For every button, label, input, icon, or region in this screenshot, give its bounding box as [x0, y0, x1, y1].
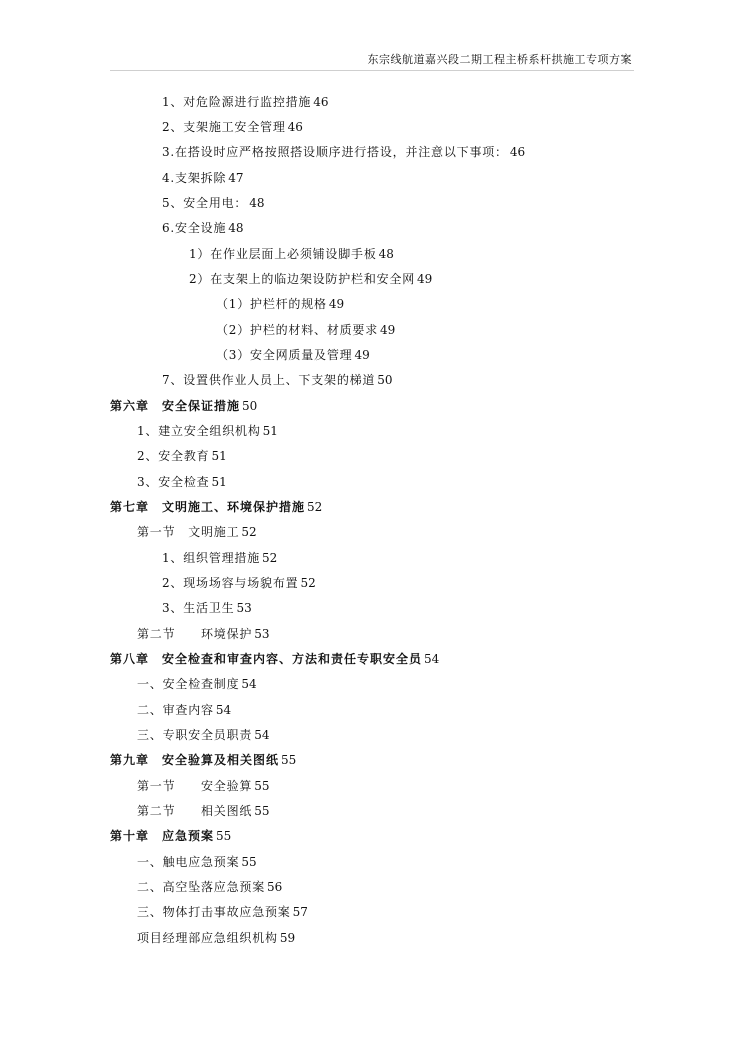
toc-entry-text: （3）安全网质量及管理	[216, 348, 353, 362]
toc-entry-text: 三、专职安全员职责	[137, 728, 253, 742]
toc-entry-page: 54	[215, 703, 232, 717]
toc-entry-text: 3.在搭设时应严格按照搭设顺序进行搭设，并注意以下事项：	[162, 145, 508, 159]
toc-entry-page: 57	[292, 905, 308, 919]
toc-entry-page: 52	[307, 500, 323, 514]
toc-entry[interactable]	[162, 94, 329, 110]
toc-entry-text: 第十章 应急预案	[110, 829, 215, 843]
toc-entry-page: 49	[417, 272, 433, 286]
toc-entry-text: 4.支架拆除	[162, 171, 227, 185]
toc-entry[interactable]	[162, 144, 525, 160]
toc-entry[interactable]	[137, 448, 227, 464]
toc-entry-text: 第一节 安全验算	[137, 779, 253, 793]
toc-entry-page: 52	[300, 576, 316, 590]
toc-chapter[interactable]	[110, 752, 296, 768]
toc-entry-page: 48	[228, 221, 244, 235]
toc-entry-text: 第九章 安全验算及相关图纸	[110, 753, 280, 767]
toc-entry[interactable]	[162, 220, 244, 236]
toc-entry[interactable]	[137, 930, 295, 946]
toc-entry-page: 49	[328, 297, 345, 311]
toc-entry-text: 2、支架施工安全管理	[162, 120, 286, 134]
toc-entry-text: 第二节 相关图纸	[137, 804, 253, 818]
toc-entry[interactable]	[189, 271, 432, 287]
toc-entry-text: 1、组织管理措施	[162, 551, 261, 565]
toc-entry-text: 3、安全检查	[137, 475, 210, 489]
toc-entry[interactable]	[162, 575, 316, 591]
toc-entry[interactable]	[137, 474, 227, 490]
toc-entry[interactable]	[162, 119, 303, 135]
toc-entry[interactable]	[216, 347, 370, 363]
toc-entry-text: （1）护栏杆的规格	[216, 297, 327, 311]
toc-entry-text: 1、建立安全组织机构	[137, 424, 261, 438]
toc-section[interactable]	[137, 626, 269, 642]
toc-entry[interactable]	[162, 372, 393, 388]
toc-entry-text: 一、触电应急预案	[137, 855, 240, 869]
toc-entry-page: 51	[262, 424, 278, 438]
toc-chapter[interactable]	[110, 651, 439, 667]
toc-section[interactable]	[137, 803, 269, 819]
toc-entry-text: 第二节 环境保护	[137, 627, 253, 641]
toc-entry-text: 第六章 安全保证措施	[110, 399, 241, 413]
toc-entry-page: 52	[241, 525, 257, 539]
toc-entry-page: 55	[254, 779, 270, 793]
toc-entry-page: 47	[228, 171, 244, 185]
toc-entry-text: 2、安全教育	[137, 449, 210, 463]
toc-entry-text: （2）护栏的材料、材质要求	[216, 323, 379, 337]
toc-entry-text: 二、高空坠落应急预案	[137, 880, 266, 894]
toc-entry-text: 第一节 文明施工	[137, 525, 240, 539]
toc-entry-page: 53	[236, 601, 252, 615]
toc-entry-page: 54	[254, 728, 270, 742]
toc-entry-page: 55	[241, 855, 257, 869]
toc-entry-text: 一、安全检查制度	[137, 677, 240, 691]
toc-entry-text: 3、生活卫生	[162, 601, 235, 615]
toc-entry-text: 第七章 文明施工、环境保护措施	[110, 500, 306, 514]
toc-entry[interactable]	[216, 322, 395, 338]
toc-entry[interactable]	[137, 879, 282, 895]
toc-entry[interactable]	[162, 550, 277, 566]
toc-entry-text: 2、现场场容与场貌布置	[162, 576, 299, 590]
toc-chapter[interactable]	[110, 499, 322, 515]
toc-entry-page: 55	[281, 753, 297, 767]
toc-entry[interactable]	[189, 246, 394, 262]
toc-entry-page: 55	[216, 829, 232, 843]
toc-entry-page: 54	[424, 652, 440, 666]
toc-entry-text: 5、安全用电：	[162, 196, 248, 210]
toc-entry-text: 三、物体打击事故应急预案	[137, 905, 291, 919]
toc-entry[interactable]	[162, 170, 244, 186]
toc-entry-page: 49	[354, 348, 370, 362]
toc-entry-page: 46	[313, 95, 329, 109]
toc-entry[interactable]	[137, 854, 257, 870]
toc-section[interactable]	[137, 524, 257, 540]
toc-entry-page: 59	[279, 931, 296, 945]
toc-entry-page: 49	[380, 323, 396, 337]
toc-entry-page: 46	[509, 145, 526, 159]
toc-entry-page: 51	[211, 475, 227, 489]
toc-entry[interactable]	[137, 904, 308, 920]
toc-entry-text: 第八章 安全检查和审查内容、方法和责任专职安全员	[110, 652, 423, 666]
toc-entry[interactable]	[137, 702, 231, 718]
toc-entry-page: 53	[254, 627, 270, 641]
toc-entry[interactable]	[137, 727, 269, 743]
toc-entry[interactable]	[216, 296, 344, 312]
toc-entry[interactable]	[137, 423, 278, 439]
toc-entry[interactable]	[162, 195, 265, 211]
toc-entry-page: 55	[254, 804, 270, 818]
toc-entry-text: 6.安全设施	[162, 221, 227, 235]
toc-entry[interactable]	[162, 600, 252, 616]
toc-entry-text: 二、审查内容	[137, 703, 214, 717]
toc-entry-text: 1、对危险源进行监控措施	[162, 95, 312, 109]
toc-entry-page: 50	[377, 373, 393, 387]
toc-entry-page: 52	[262, 551, 278, 565]
toc-entry-page: 48	[249, 196, 265, 210]
page-header: 东宗线航道嘉兴段二期工程主桥系杆拱施工专项方案	[367, 53, 632, 66]
toc-chapter[interactable]	[110, 398, 257, 414]
toc-entry-page: 51	[211, 449, 227, 463]
toc-entry-page: 46	[287, 120, 303, 134]
toc-entry-page: 54	[241, 677, 257, 691]
toc-entry-page: 56	[267, 880, 283, 894]
toc-entry-text: 1）在作业层面上必须铺设脚手板	[189, 247, 377, 261]
toc-entry-text: 项目经理部应急组织机构	[137, 931, 278, 945]
toc-entry-text: 2）在支架上的临边架设防护栏和安全网	[189, 272, 416, 286]
toc-entry[interactable]	[137, 676, 257, 692]
toc-entry-page: 50	[242, 399, 258, 413]
toc-section[interactable]	[137, 778, 269, 794]
toc-chapter[interactable]	[110, 828, 231, 844]
toc-entry-text: 7、设置供作业人员上、下支架的梯道	[162, 373, 376, 387]
toc-entry-page: 48	[378, 247, 394, 261]
